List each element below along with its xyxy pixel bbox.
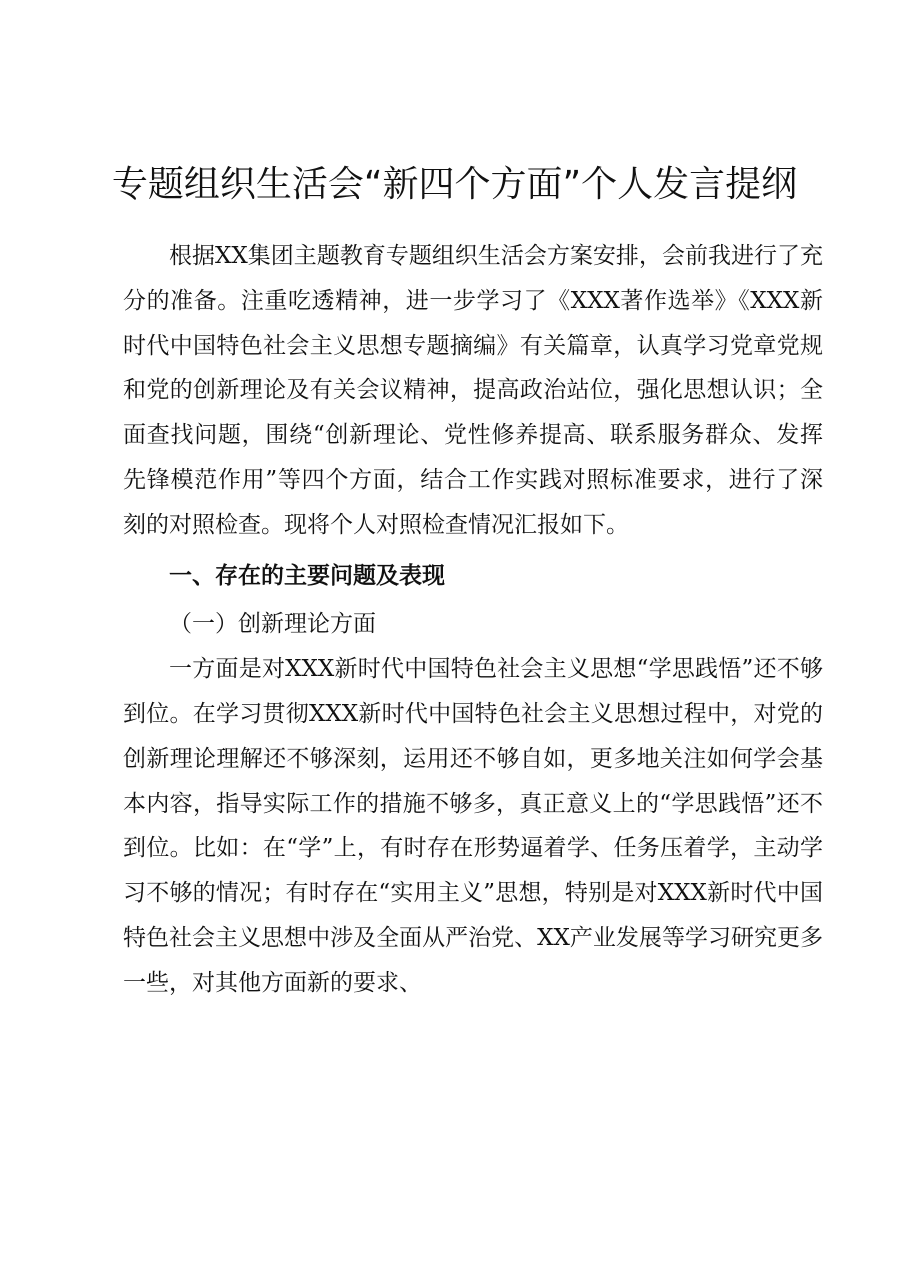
body-paragraph: 一方面是对XXX新时代中国特色社会主义思想“学思践悟”还不够到位。在学习贯彻XXX新时代中国特色社会主义思想过程中，对党的创新理论理解还不够深刻，运用还不够自如，更多地关注如何学会基本内容，指导实际工作的措施不够多，真正意义上的“学思践悟”还不到位。比如：在“学”上，有时存在形势逼着学、任务压着学，主动学习不够的情况；有时存在“实用主义”思想，特别是对XXX新时代中国特色社会主义思想中涉及全面从严治党、XX产业发展等学习研究更多一些，对其他方面新的要求、	[123, 656, 823, 996]
section-heading: 一、存在的主要问题及表现	[169, 562, 445, 589]
document-body	[123, 234, 823, 1006]
intro-paragraph: 根据XX集团主题教育专题组织生活会方案安排，会前我进行了充分的准备。注重吃透精神，进一步学习了《XXX著作选举》《XXX新时代中国特色社会主义思想专题摘编》有关篇章，认真学习党章党规和党的创新理论及有关会议精神，提高政治站位，强化思想认识；全面查找问题，围绕“创新理论、党性修养提高、联系服务群众、发挥先锋模范作用”等四个方面，结合工作实践对照标准要求，进行了深刻的对照检查。现将个人对照检查情况汇报如下。	[123, 243, 823, 538]
document-title: 专题组织生活会“新四个方面”个人发言提纲	[111, 164, 798, 205]
subsection-heading: （一）创新理论方面	[169, 611, 376, 638]
